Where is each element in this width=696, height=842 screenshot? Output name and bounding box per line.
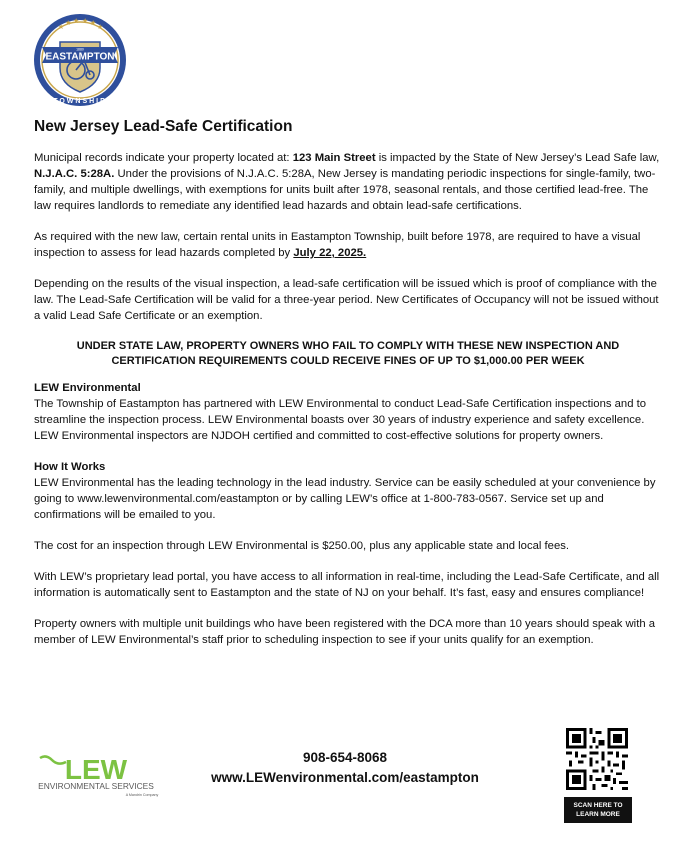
multi-unit-paragraph: Property owners with multiple unit buildings who have been registered with the DCA more than 10 years should speak with a member of LEW Environmental’s staff prior to scheduling inspection to see if your units qualify for an exemption. [34, 618, 656, 646]
how-it-works-heading: How It Works [34, 461, 106, 473]
intro-paragraph: Municipal records indicate your property located at: 123 Main Street is impacted by the State of New Jersey’s Lead Safe law, N.J.A.C. 5:28A. Under the provisions of N.J.A.C. 5:28A, New Jersey is mandating periodic inspections for single-family, two-family, and multiple dwellings, with exemptions for units built after 1978, seasonal rentals, and those certified lead-free. The law requires landlords to remediate any identified lead hazards and obtain lead-safe certifications. [34, 152, 660, 212]
portal-paragraph: With LEW’s proprietary lead portal, you have access to all information in real-time, including the Lead-Safe Certificate, and all information is automatically sent to Eastampton and the state of NJ on your behalf. It’s fast, easy and ensures compliance! [34, 571, 660, 599]
seal-name: EASTAMPTON [45, 51, 115, 63]
how-it-works-text: LEW Environmental has the leading technology in the lead industry. Service can be easily scheduled at your convenience by going to www.lewenvironmental.com/eastampton or by calling LEW’s office at 1-800-783-0567. Service set up and confirmations will be emailed to you. [34, 477, 656, 521]
website-link[interactable]: www.LEWenvironmental.com/eastampton [211, 770, 479, 785]
how-it-works-section [34, 459, 662, 523]
lew-text: The Township of Eastampton has partnered with LEW Environmental to conduct Lead-Safe Certification inspections and to streamline the inspection process. LEW Environmental boasts over 30 years of industry experience and safety excellence. LEW Environmental inspectors are NJDOH certified and committed to cost-effective solutions for property owners. [34, 398, 647, 442]
phone-number: 908-654-8068 [302, 750, 388, 765]
eastampton-township-seal [32, 12, 128, 108]
svg-text:★: ★ [97, 23, 104, 31]
logo-subtitle: ENVIRONMENTAL SERVICES [38, 781, 154, 791]
svg-text:★: ★ [82, 17, 89, 25]
validity-paragraph: Depending on the results of the visual inspection, a lead-safe certification will be issued which is proof of compliance with the law. The Lead-Safe Certification will be valid for a three-year period. New Certificates of Occupancy will not be issued without a valid Lead Safe Certificate or an exemption. [34, 278, 659, 322]
lew-section [34, 380, 662, 444]
svg-text:★: ★ [90, 19, 97, 27]
seal-subtitle: TOWNSHIP [53, 98, 107, 105]
letter-body [34, 150, 662, 663]
footer-contact [160, 748, 530, 788]
statute-reference: N.J.A.C. 5:28A. [34, 168, 115, 180]
svg-text:★: ★ [65, 19, 72, 27]
page-title: New Jersey Lead-Safe Certification [34, 118, 293, 135]
logo-tagline: A Mandrin Company [125, 793, 159, 797]
cost-paragraph: The cost for an inspection through LEW Environmental is $250.00, plus any applicable state and local fees. [34, 540, 570, 552]
fine-warning: UNDER STATE LAW, PROPERTY OWNERS WHO FAIL TO COMPLY WITH THESE NEW INSPECTION AND CERTIFICATION REQUIREMENTS COULD RECEIVE FINES OF UP TO $1,000.00 PER WEEK [76, 340, 620, 367]
qr-code[interactable] [566, 728, 628, 790]
deadline-paragraph: As required with the new law, certain rental units in Eastampton Township, built before 1978, are required to have a visual inspection to assess for lead hazards completed by July 22, 2025. [34, 231, 641, 259]
svg-text:★: ★ [73, 17, 80, 25]
scan-here-badge: SCAN HERE TO LEARN MORE [564, 797, 632, 823]
property-address: 123 Main Street [292, 152, 376, 164]
svg-text:★: ★ [58, 23, 65, 31]
deadline-date: July 22, 2025. [293, 247, 367, 259]
logo-wordmark: LEW [64, 754, 128, 785]
lew-environmental-logo [32, 752, 160, 798]
seal-year: 1880 [76, 47, 84, 52]
lew-heading: LEW Environmental [34, 382, 141, 394]
